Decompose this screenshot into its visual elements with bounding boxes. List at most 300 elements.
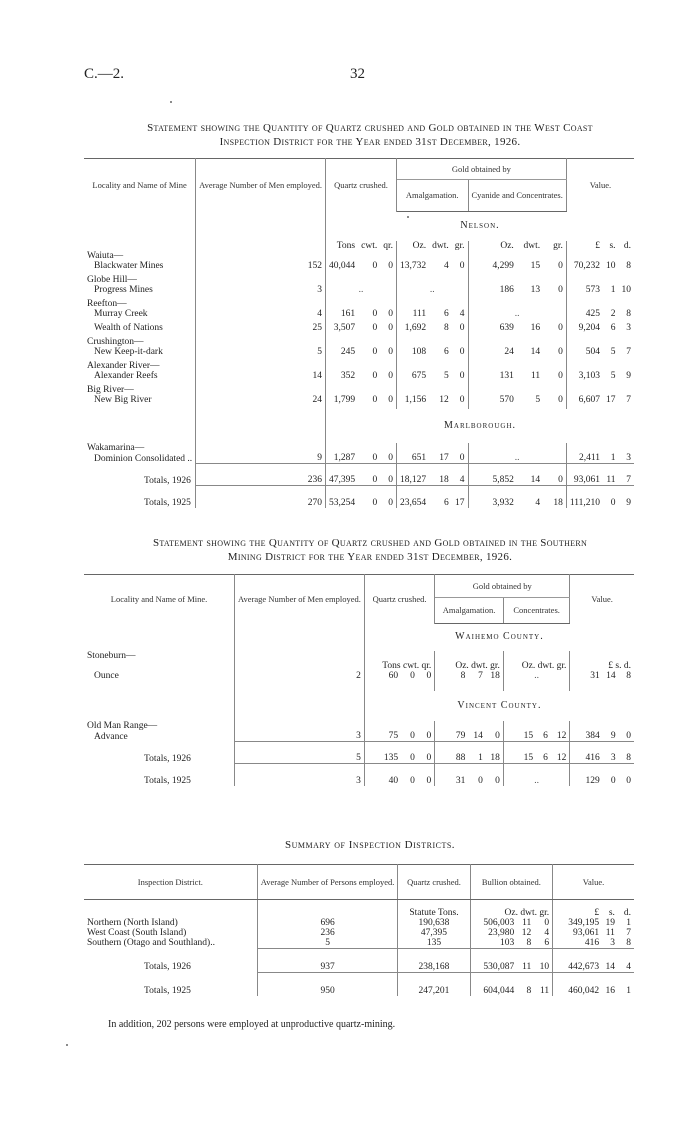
bullion-dwt: 11 <box>522 917 532 928</box>
quartz-qr: 0 <box>380 371 396 381</box>
blank-cell <box>326 251 397 261</box>
value-shillings: 14 <box>606 671 616 681</box>
table-row <box>84 323 634 333</box>
value-pounds: 3,103 <box>578 371 601 381</box>
quartz-tons: 245 <box>340 347 356 357</box>
section-nelson <box>84 211 634 241</box>
blank-cell <box>196 299 326 309</box>
table-row <box>84 347 634 357</box>
blank-cell <box>257 908 398 918</box>
quartz-cwt: 0 <box>372 323 378 333</box>
value-pounds: 384 <box>585 731 600 741</box>
table-row <box>84 309 634 319</box>
quartz-tons: 47,395 <box>398 928 470 938</box>
blank-cell <box>396 251 468 261</box>
men-employed: 2 <box>235 671 365 681</box>
summary-table <box>84 864 634 996</box>
quartz-cwt: 0 <box>410 731 415 741</box>
value-pounds: 460,042 <box>553 972 603 996</box>
unit-quartz: Tons cwt. qr. <box>364 661 434 671</box>
quartz-cwt: 0 <box>372 347 378 357</box>
concentrates-gr: 12 <box>551 731 570 742</box>
blank-cell <box>570 651 634 661</box>
blank-cell <box>364 721 434 731</box>
value-shillings: 2 <box>610 309 616 319</box>
mine-name: Progress Mines <box>84 285 196 295</box>
amalgamation-oz: 18,127 <box>396 464 429 486</box>
blank-cell <box>396 299 468 309</box>
mine-name: Ounce <box>84 671 235 681</box>
speck <box>170 101 172 103</box>
blank-cell <box>326 299 397 309</box>
concentrates-gr: 0 <box>543 323 566 333</box>
mine-name: Dominion Consolidated .. <box>84 453 196 464</box>
blank-cell <box>468 361 566 371</box>
section-title: Waihemo County. <box>455 631 544 643</box>
value-pounds: 504 <box>585 347 601 357</box>
col-gold-obtained: Gold obtained by <box>435 575 570 598</box>
amalgamation-gr: 0 <box>452 323 468 333</box>
bullion-oz: 103 <box>500 937 515 948</box>
value-shillings: 10 <box>606 261 616 271</box>
col-value: Value. <box>553 865 634 900</box>
col-amalgamation: Amalgamation. <box>396 180 468 211</box>
mine-name: New Keep-it-dark <box>84 347 196 357</box>
section-vincent <box>84 691 634 721</box>
quartz-tons: 190,638 <box>398 918 470 928</box>
quartz-tons: 352 <box>340 371 356 381</box>
unit-qr: qr. <box>380 241 396 251</box>
quartz-cwt: 0 <box>372 395 378 405</box>
amalgamation-dwt: 5 <box>443 371 449 381</box>
persons-employed: 950 <box>257 972 398 996</box>
concentrates-dwt: 16 <box>530 323 541 333</box>
blank-cell <box>326 361 397 371</box>
concentrates-none: .. <box>468 453 566 464</box>
page-number: 32 <box>350 66 365 82</box>
blank-cell <box>84 908 257 918</box>
blank-cell <box>566 275 634 285</box>
blank-cell <box>235 691 365 721</box>
blank-cell <box>196 385 326 395</box>
table-row <box>84 285 634 295</box>
value-pence: 10 <box>621 285 632 295</box>
bullion-gr: 0 <box>534 918 552 928</box>
totals-row <box>84 972 634 996</box>
blank-cell <box>566 361 634 371</box>
unit-oz: Oz. <box>500 241 514 251</box>
quartz-tons: 135 <box>364 742 401 764</box>
col-district: Inspection District. <box>84 865 257 900</box>
col-quartz: Quartz crushed. <box>398 865 470 900</box>
locality-name: Crushington— <box>84 337 196 347</box>
unit-concentrates: Oz. dwt. gr. <box>503 661 569 671</box>
bullion-gr: 6 <box>534 938 552 949</box>
bullion-oz: 604,044 <box>470 972 517 996</box>
table-row <box>84 453 634 464</box>
men-employed: 270 <box>196 486 326 508</box>
amalgamation-oz: 1,156 <box>404 395 427 405</box>
locality-name: Stoneburn— <box>84 651 235 661</box>
locality-heading <box>84 651 634 661</box>
value-pounds: 93,061 <box>566 464 603 486</box>
value-pounds: 31 <box>590 671 600 681</box>
concentrates-oz: 15 <box>503 742 536 764</box>
quartz-tons: 247,201 <box>398 972 470 996</box>
unit-bullion: Oz. dwt. gr. <box>470 908 553 918</box>
blank-cell <box>396 443 468 453</box>
quartz-cwt: 0 <box>401 764 418 786</box>
amalgamation-gr: 0 <box>452 453 468 464</box>
col-gold-obtained: Gold obtained by <box>396 159 566 180</box>
quartz-tons: 238,168 <box>398 948 470 972</box>
amalgamation-oz: 111 <box>412 309 427 319</box>
amalgamation-gr: 4 <box>452 309 468 319</box>
mine-name: Alexander Reefs <box>84 371 196 381</box>
blank-cell <box>398 900 470 908</box>
value-shillings: 14 <box>602 948 618 972</box>
locality-name: Reefton— <box>84 299 196 309</box>
amalgamation-dwt: 17 <box>439 453 449 463</box>
blank-cell <box>196 361 326 371</box>
unit-s: s. <box>608 907 615 918</box>
unit-d: d. <box>623 241 632 251</box>
blank-cell <box>435 681 504 691</box>
bullion-oz: 23,980 <box>488 927 515 938</box>
value-pence: 9 <box>626 371 632 381</box>
unit-tons: Tons <box>336 241 356 251</box>
west-coast-title: Statement showing the Quantity of Quartz crushed and Gold obtained in the West Coast Inspection District for the Year ended 31st December, 1926. <box>147 122 593 148</box>
value-shillings: 9 <box>610 731 616 741</box>
amalgamation-dwt: 0 <box>468 764 485 786</box>
units-row <box>84 661 634 671</box>
value-pounds: 416 <box>570 742 603 764</box>
locality-name: Globe Hill— <box>84 275 196 285</box>
concentrates-gr: 0 <box>543 261 566 271</box>
unit-dwt: dwt. <box>432 241 449 251</box>
amalgamation-oz: 8 <box>460 671 466 681</box>
amalgamation-dwt: 7 <box>478 671 483 681</box>
value-pence: 8 <box>619 742 634 764</box>
southern-title: Statement showing the Quantity of Quartz crushed and Gold obtained in the Southern Mining District for the Year ended 31st December, 1926. <box>152 537 588 563</box>
unit-dwt: dwt. <box>523 241 541 251</box>
quartz-qr: 0 <box>380 323 396 333</box>
blank-cell <box>468 443 566 453</box>
section-marlborough <box>84 409 634 443</box>
blank-cell <box>566 299 634 309</box>
amalgamation-dwt: 14 <box>473 731 483 741</box>
quartz-cwt: 0 <box>358 486 380 508</box>
quartz-tons: 161 <box>340 309 356 319</box>
value-pence: 7 <box>626 395 632 405</box>
amalgamation-dwt: 8 <box>443 323 449 333</box>
value-shillings: 0 <box>603 764 619 786</box>
value-pounds: 9,204 <box>578 323 601 333</box>
unit-oz: Oz. <box>412 241 427 251</box>
blank-cell <box>84 211 196 241</box>
col-amalgamation: Amalgamation. <box>435 598 504 623</box>
men-employed: 5 <box>235 742 365 764</box>
concentrates-gr: 12 <box>551 742 570 764</box>
blank-cell <box>235 651 365 661</box>
amalgamation-oz: 675 <box>411 371 427 381</box>
blank-cell <box>470 900 553 908</box>
blank-cell <box>570 681 634 691</box>
concentrates-oz: 5,852 <box>468 464 517 486</box>
concentrates-none: .. <box>503 764 569 786</box>
blank-cell <box>570 721 634 731</box>
document-reference: C.—2. <box>84 66 125 82</box>
men-employed: 3 <box>235 731 365 742</box>
bullion-dwt: 8 <box>526 937 532 948</box>
amalgamation-gr: 18 <box>486 742 504 764</box>
quartz-qr: 0 <box>418 671 435 681</box>
amalgamation-gr: 0 <box>486 764 504 786</box>
persons-employed: 696 <box>257 918 398 928</box>
quartz-qr: 0 <box>380 261 396 271</box>
bullion-gr: 4 <box>534 928 552 938</box>
col-quartz: Quartz crushed. <box>326 159 397 212</box>
blank-cell <box>364 681 434 691</box>
value-pence: 7 <box>626 927 631 938</box>
blank-cell <box>396 385 468 395</box>
value-shillings: 1 <box>610 453 616 463</box>
blank-cell <box>257 900 398 908</box>
amalgamation-none: .. <box>396 285 468 295</box>
quartz-tons: 3,507 <box>333 323 356 333</box>
blank-cell <box>503 651 569 661</box>
locality-name: Big River— <box>84 385 196 395</box>
quartz-qr: 0 <box>380 347 396 357</box>
blank-cell <box>326 275 397 285</box>
district-name: Totals, 1926 <box>84 948 257 972</box>
amalgamation-oz: 108 <box>411 347 427 357</box>
col-men: Average Number of Men employed. <box>196 159 326 212</box>
blank-cell <box>235 721 365 731</box>
section-title: Nelson. <box>460 220 500 232</box>
mine-name: Totals, 1925 <box>84 764 235 786</box>
value-pence: 1 <box>618 972 634 996</box>
locality-heading <box>84 361 634 371</box>
amalgamation-gr: 17 <box>452 486 468 508</box>
blank-cell <box>396 337 468 347</box>
blank-cell <box>235 661 365 671</box>
value-pence: 4 <box>618 948 634 972</box>
blank-cell <box>468 385 566 395</box>
quartz-cwt: 0 <box>401 742 418 764</box>
amalgamation-dwt: 18 <box>429 464 452 486</box>
blank-cell <box>235 623 365 651</box>
value-pence: 0 <box>619 764 634 786</box>
unit-pound: £ <box>595 241 601 251</box>
bullion-dwt: 12 <box>521 927 532 938</box>
concentrates-oz: 15 <box>523 731 534 741</box>
table-row <box>84 395 634 405</box>
locality-heading <box>84 385 634 395</box>
value-pence: 1 <box>626 917 631 928</box>
value-shillings: 3 <box>603 742 619 764</box>
amalgamation-oz: 651 <box>411 453 427 463</box>
concentrates-oz: 3,932 <box>468 486 517 508</box>
men-employed: 4 <box>196 309 326 319</box>
locality-heading <box>84 443 634 453</box>
concentrates-oz: 186 <box>499 285 514 295</box>
value-pence: 9 <box>619 486 635 508</box>
mine-name: Totals, 1926 <box>84 742 235 764</box>
value-shillings: 5 <box>610 371 616 381</box>
locality-heading <box>84 337 634 347</box>
col-bullion: Bullion obtained. <box>470 865 553 900</box>
quartz-tons: 40 <box>364 764 401 786</box>
bullion-dwt: 11 <box>517 948 534 972</box>
men-employed: 3 <box>235 764 365 786</box>
district-name: Totals, 1925 <box>84 972 257 996</box>
men-employed: 25 <box>196 323 326 333</box>
unit-tons: Statute Tons. <box>398 908 470 918</box>
value-shillings: 16 <box>602 972 618 996</box>
amalgamation-gr: 4 <box>452 464 468 486</box>
quartz-qr: 0 <box>380 309 396 319</box>
blank-cell <box>84 623 235 651</box>
section-title: Marlborough. <box>444 420 517 431</box>
locality-name: Waiuta— <box>84 251 196 261</box>
concentrates-dwt: 5 <box>535 395 541 405</box>
amalgamation-oz: 13,732 <box>399 261 427 271</box>
value-shillings: 19 <box>605 917 615 928</box>
value-shillings: 3 <box>610 937 615 948</box>
concentrates-dwt: 6 <box>536 742 551 764</box>
section-waihemo <box>84 623 634 651</box>
value-shillings: 17 <box>606 395 616 405</box>
concentrates-oz: 24 <box>504 347 514 357</box>
quartz-cwt: 0 <box>372 453 378 463</box>
blank-cell <box>196 275 326 285</box>
blank-cell <box>196 241 326 251</box>
value-shillings: 1 <box>610 285 616 295</box>
persons-employed: 236 <box>257 928 398 938</box>
blank-cell <box>196 337 326 347</box>
bullion-gr: 10 <box>534 948 552 972</box>
unit-gr: gr. <box>543 241 566 251</box>
quartz-tons: 53,254 <box>326 486 359 508</box>
blank-cell <box>396 361 468 371</box>
concentrates-gr: 0 <box>543 464 566 486</box>
concentrates-oz: 4,299 <box>492 261 514 271</box>
value-pounds: 442,673 <box>553 948 603 972</box>
unit-amalgamation: Oz. dwt. gr. <box>435 661 504 671</box>
blank-cell <box>503 721 569 731</box>
amalgamation-gr: 0 <box>452 347 468 357</box>
amalgamation-dwt: 6 <box>443 309 449 319</box>
quartz-cwt: 0 <box>410 671 415 681</box>
value-shillings: 6 <box>610 323 616 333</box>
concentrates-gr: 18 <box>543 486 566 508</box>
locality-name: Old Man Range— <box>84 721 235 731</box>
col-quartz: Quartz crushed. <box>364 575 434 624</box>
blank-cell <box>84 900 257 908</box>
blank-cell <box>468 337 566 347</box>
amalgamation-oz: 31 <box>435 764 469 786</box>
table-row <box>84 371 634 381</box>
value-pence: 3 <box>626 323 632 333</box>
value-pounds: 111,210 <box>566 486 603 508</box>
men-employed: 5 <box>196 347 326 357</box>
value-pounds: 129 <box>570 764 603 786</box>
bullion-dwt: 8 <box>517 972 534 996</box>
blank-cell <box>84 691 235 721</box>
men-employed: 236 <box>196 464 326 486</box>
concentrates-none: .. <box>503 671 569 681</box>
concentrates-gr: 0 <box>543 395 566 405</box>
locality-heading <box>84 721 634 731</box>
concentrates-none: .. <box>468 309 566 319</box>
concentrates-oz: 131 <box>499 371 514 381</box>
value-pence: 8 <box>626 671 631 681</box>
amalgamation-gr: 0 <box>452 261 468 271</box>
value-pence: 8 <box>626 937 631 948</box>
value-pence: 0 <box>626 731 631 741</box>
blank-cell <box>435 721 504 731</box>
value-pence: 3 <box>626 453 632 463</box>
value-pounds: 93,061 <box>573 927 600 938</box>
table-row <box>84 731 634 742</box>
value-shillings: 0 <box>603 486 619 508</box>
table-row <box>84 261 634 271</box>
blank-cell <box>326 443 397 453</box>
unit-pound: £ <box>594 907 600 918</box>
value-pounds: 70,232 <box>573 261 601 271</box>
west-coast-table <box>84 158 634 508</box>
quartz-tons: 1,287 <box>333 453 356 463</box>
mine-name: Murray Creek <box>84 309 196 319</box>
concentrates-dwt: 11 <box>530 371 541 381</box>
blank-cell <box>84 241 196 251</box>
quartz-cwt: 0 <box>372 309 378 319</box>
concentrates-dwt: 14 <box>517 464 543 486</box>
men-employed: 9 <box>196 453 326 464</box>
quartz-cwt: 0 <box>372 261 378 271</box>
blank-cell <box>468 275 566 285</box>
locality-heading <box>84 275 634 285</box>
men-employed: 24 <box>196 395 326 405</box>
concentrates-gr: 0 <box>543 347 566 357</box>
mine-name: New Big River <box>84 395 196 405</box>
col-value: Value. <box>566 159 634 212</box>
quartz-tons: 75 <box>388 731 399 741</box>
col-cyanide: Cyanide and Concentrates. <box>468 180 566 211</box>
amalgamation-gr: 0 <box>452 371 468 381</box>
amalgamation-oz: 88 <box>435 742 469 764</box>
bullion-gr: 11 <box>534 972 552 996</box>
value-pounds: 416 <box>584 937 600 948</box>
concentrates-dwt: 13 <box>530 285 541 295</box>
summary-title: Summary of Inspection Districts. <box>284 839 456 851</box>
value-shillings: 11 <box>605 927 615 938</box>
value-pounds: 425 <box>585 309 601 319</box>
unit-s: s. <box>609 241 616 251</box>
concentrates-gr: 0 <box>543 285 566 295</box>
amalgamation-dwt: 12 <box>439 395 449 405</box>
quartz-tons: 47,395 <box>326 464 359 486</box>
units-row <box>84 908 634 918</box>
quartz-none: .. <box>326 285 397 295</box>
blank-cell <box>435 651 504 661</box>
men-employed: 3 <box>196 285 326 295</box>
unit-gr: gr. <box>452 241 468 251</box>
concentrates-dwt: 6 <box>543 731 548 741</box>
quartz-cwt: 0 <box>372 371 378 381</box>
table-row <box>84 928 634 938</box>
